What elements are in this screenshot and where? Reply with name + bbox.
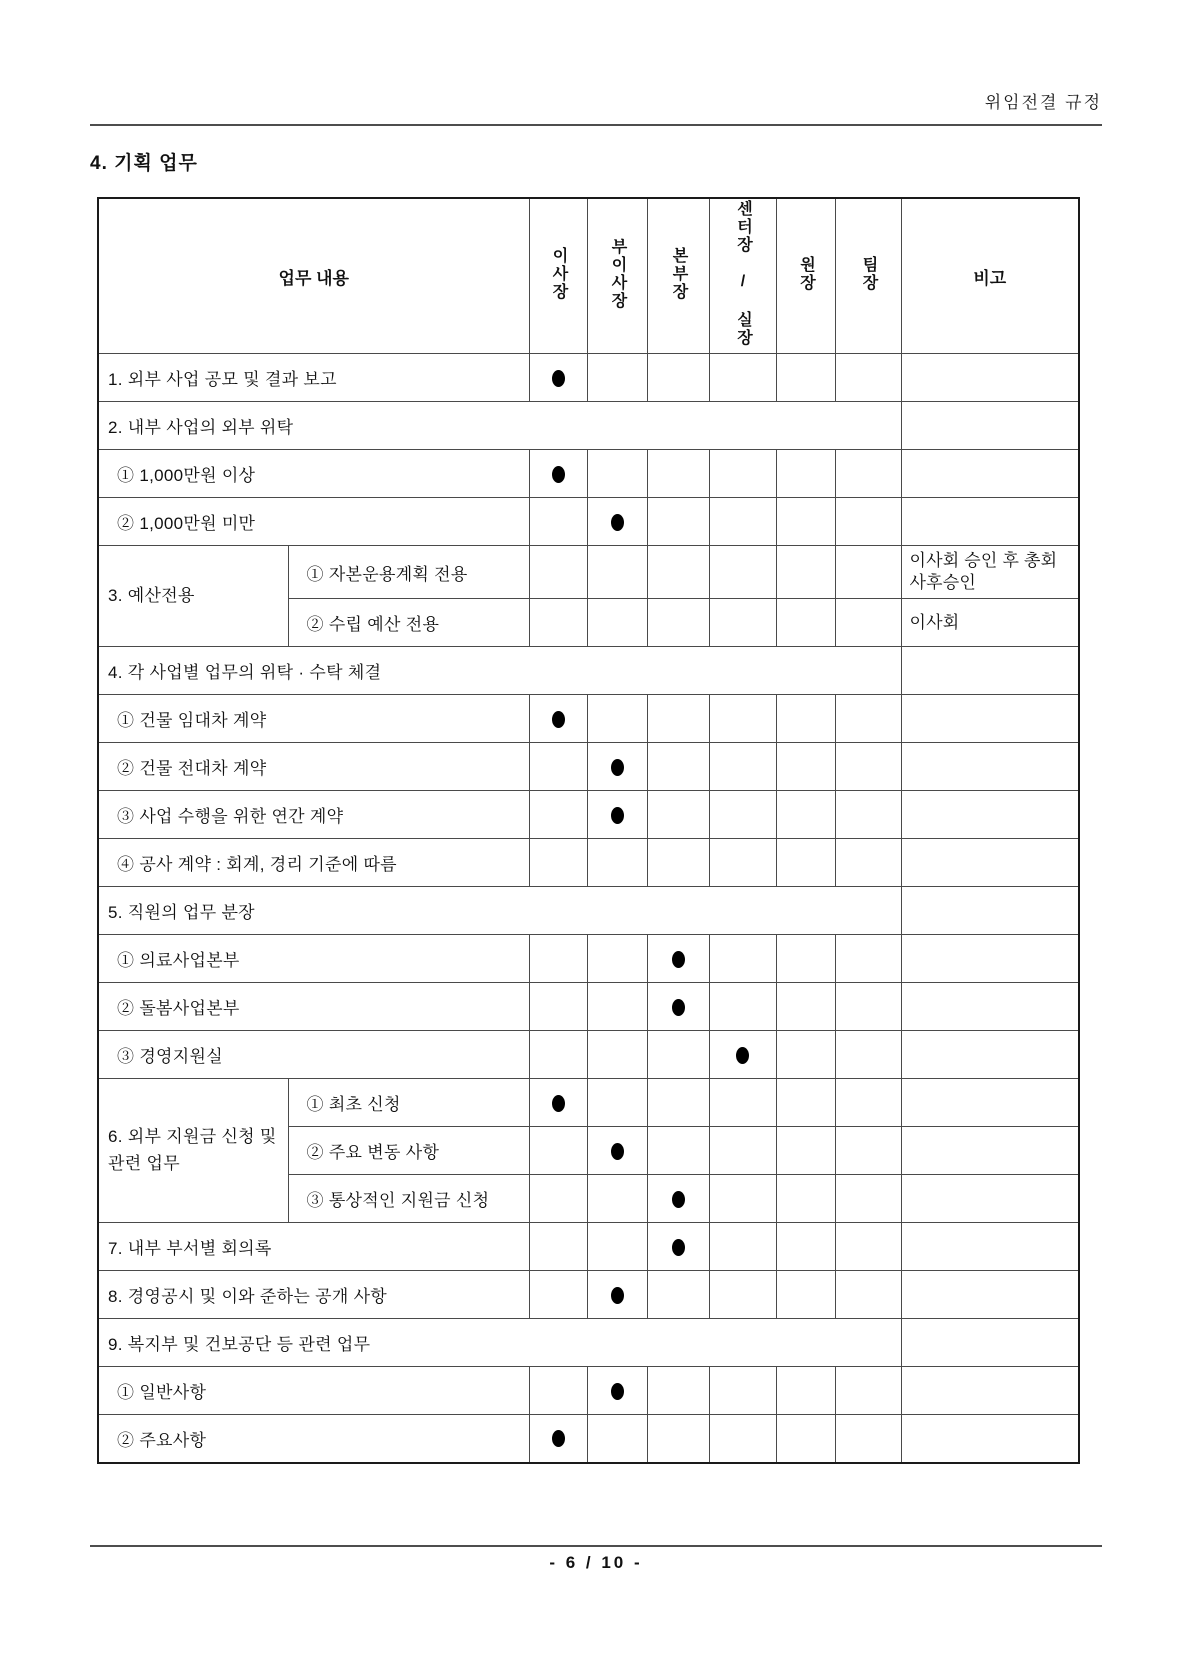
approval-cell xyxy=(776,1223,835,1271)
approval-cell xyxy=(776,1031,835,1079)
approval-cell xyxy=(709,839,776,887)
approval-cell xyxy=(835,1271,901,1319)
approval-cell xyxy=(776,599,835,647)
column-header-officer xyxy=(529,198,587,354)
approval-cell xyxy=(647,791,709,839)
approval-cell xyxy=(835,1415,901,1463)
approval-cell xyxy=(529,599,587,647)
approval-cell xyxy=(835,695,901,743)
task-label: ① 의료사업본부 xyxy=(98,935,529,983)
table-row-item xyxy=(98,1367,1079,1415)
officer-name-vertical: 팀장 xyxy=(860,255,878,292)
approval-cell xyxy=(835,1079,901,1127)
approval-dot xyxy=(611,1287,624,1304)
column-header-officer xyxy=(709,198,776,354)
remark-cell xyxy=(901,887,1079,935)
approval-cell xyxy=(776,983,835,1031)
approval-cell xyxy=(776,695,835,743)
remark-cell xyxy=(901,935,1079,983)
approval-cell xyxy=(529,1415,587,1463)
table-row-item xyxy=(98,695,1079,743)
approval-cell xyxy=(776,450,835,498)
approval-cell xyxy=(647,1079,709,1127)
approval-cell xyxy=(587,354,647,402)
remark-cell xyxy=(901,498,1079,546)
approval-dot xyxy=(672,951,685,968)
task-label: ③ 사업 수행을 위한 연간 계약 xyxy=(98,791,529,839)
task-label: 2. 내부 사업의 외부 위탁 xyxy=(98,402,901,450)
page-number: - 6 / 10 - xyxy=(549,1553,643,1572)
remark-cell: 이사회 xyxy=(901,599,1079,647)
approval-cell xyxy=(647,498,709,546)
remark-cell xyxy=(901,1031,1079,1079)
approval-cell xyxy=(647,1367,709,1415)
header-divider xyxy=(90,124,1102,126)
approval-cell xyxy=(776,1127,835,1175)
task-label: 4. 각 사업별 업무의 위탁 · 수탁 체결 xyxy=(98,647,901,695)
remark-cell xyxy=(901,839,1079,887)
officer-name-vertical: 본부장 xyxy=(670,246,688,301)
task-label: 8. 경영공시 및 이와 준하는 공개 사항 xyxy=(98,1271,529,1319)
table-row-item xyxy=(98,1415,1079,1463)
approval-cell xyxy=(709,983,776,1031)
approval-cell xyxy=(776,1415,835,1463)
approval-cell xyxy=(529,498,587,546)
approval-cell xyxy=(587,599,647,647)
task-label: 9. 복지부 및 건보공단 등 관련 업무 xyxy=(98,1319,901,1367)
approval-cell xyxy=(709,1127,776,1175)
column-header-officer xyxy=(587,198,647,354)
table-row-section xyxy=(98,647,1079,695)
approval-cell xyxy=(835,354,901,402)
approval-cell xyxy=(587,1175,647,1223)
remark-cell xyxy=(901,695,1079,743)
approval-cell xyxy=(529,1031,587,1079)
approval-cell xyxy=(835,839,901,887)
approval-cell xyxy=(709,1223,776,1271)
table-row-item xyxy=(98,1271,1079,1319)
table-row-item xyxy=(98,1031,1079,1079)
approval-cell xyxy=(529,1127,587,1175)
table-row-item xyxy=(98,354,1079,402)
remark-cell: 이사회 승인 후 총회 사후승인 xyxy=(901,546,1079,599)
approval-cell xyxy=(587,546,647,599)
approval-cell xyxy=(529,1367,587,1415)
table-header-row xyxy=(98,198,1079,354)
remark-cell xyxy=(901,354,1079,402)
approval-cell xyxy=(529,450,587,498)
approval-cell xyxy=(587,791,647,839)
approval-cell xyxy=(709,1175,776,1223)
approval-dot xyxy=(552,466,565,483)
approval-cell xyxy=(647,695,709,743)
task-label: ① 1,000만원 이상 xyxy=(98,450,529,498)
approval-cell xyxy=(709,1415,776,1463)
task-label: ② 주요사항 xyxy=(98,1415,529,1463)
remark-cell xyxy=(901,791,1079,839)
table-row-item xyxy=(98,935,1079,983)
approval-cell xyxy=(776,354,835,402)
document-title: 위임전결 규정 xyxy=(984,93,1102,112)
approval-cell xyxy=(776,1175,835,1223)
table-row-section xyxy=(98,402,1079,450)
approval-cell xyxy=(587,450,647,498)
remark-cell xyxy=(901,1367,1079,1415)
approval-cell xyxy=(647,354,709,402)
approval-cell xyxy=(776,1079,835,1127)
approval-cell xyxy=(587,839,647,887)
approval-dot xyxy=(552,1430,565,1447)
approval-dot xyxy=(611,1143,624,1160)
table-row-item xyxy=(98,498,1079,546)
section-title: 4. 기획 업무 xyxy=(90,153,198,174)
table-row-item xyxy=(98,450,1079,498)
approval-cell xyxy=(529,935,587,983)
approval-cell xyxy=(835,1127,901,1175)
approval-cell xyxy=(647,1223,709,1271)
approval-cell xyxy=(776,546,835,599)
remark-cell xyxy=(901,450,1079,498)
approval-cell xyxy=(647,546,709,599)
officer-name-vertical: 센터장 / 실장 xyxy=(734,200,752,347)
approval-cell xyxy=(835,743,901,791)
approval-dot xyxy=(552,370,565,387)
approval-cell xyxy=(776,1271,835,1319)
approval-cell xyxy=(709,1031,776,1079)
remark-cell xyxy=(901,1223,1079,1271)
approval-cell xyxy=(647,1175,709,1223)
table-row-item xyxy=(98,791,1079,839)
table-row-group-item xyxy=(98,546,1079,599)
remark-cell xyxy=(901,1127,1079,1175)
approval-cell xyxy=(835,791,901,839)
table-row-item xyxy=(98,1223,1079,1271)
approval-cell xyxy=(529,839,587,887)
column-header-content: 업무 내용 xyxy=(98,198,529,354)
remark-cell xyxy=(901,743,1079,791)
approval-cell xyxy=(647,599,709,647)
approval-cell xyxy=(776,791,835,839)
approval-cell xyxy=(587,1127,647,1175)
approval-cell xyxy=(647,450,709,498)
approval-cell xyxy=(647,1031,709,1079)
approval-cell xyxy=(647,1271,709,1319)
approval-cell xyxy=(587,498,647,546)
approval-cell xyxy=(835,935,901,983)
table-row-section xyxy=(98,887,1079,935)
approval-cell xyxy=(776,1367,835,1415)
approval-dot xyxy=(611,1383,624,1400)
task-label: 7. 내부 부서별 회의록 xyxy=(98,1223,529,1271)
approval-cell xyxy=(709,1079,776,1127)
table-row-group-item xyxy=(98,1079,1079,1127)
task-label: ② 건물 전대차 계약 xyxy=(98,743,529,791)
approval-cell xyxy=(709,1271,776,1319)
remark-cell xyxy=(901,983,1079,1031)
task-label: ① 최초 신청 xyxy=(288,1079,529,1127)
table-row-item xyxy=(98,983,1079,1031)
approval-cell xyxy=(709,1367,776,1415)
approval-cell xyxy=(709,450,776,498)
approval-dot xyxy=(672,1191,685,1208)
approval-cell xyxy=(529,354,587,402)
approval-cell xyxy=(776,743,835,791)
approval-cell xyxy=(776,935,835,983)
approval-cell xyxy=(835,546,901,599)
approval-dot xyxy=(552,711,565,728)
approval-cell xyxy=(587,695,647,743)
remark-cell xyxy=(901,1319,1079,1367)
task-label: ① 일반사항 xyxy=(98,1367,529,1415)
approval-cell xyxy=(835,1031,901,1079)
approval-cell xyxy=(835,983,901,1031)
task-label: ② 수립 예산 전용 xyxy=(288,599,529,647)
officer-name-vertical: 이사장 xyxy=(550,246,568,301)
approval-cell xyxy=(529,791,587,839)
approval-cell xyxy=(647,1127,709,1175)
officer-name-vertical: 원장 xyxy=(797,255,815,292)
task-label: ④ 공사 계약 : 회계, 경리 기준에 따름 xyxy=(98,839,529,887)
task-label: ③ 경영지원실 xyxy=(98,1031,529,1079)
column-header-officer xyxy=(647,198,709,354)
approval-dot xyxy=(611,759,624,776)
task-label: 5. 직원의 업무 분장 xyxy=(98,887,901,935)
approval-cell xyxy=(529,983,587,1031)
approval-cell xyxy=(835,1367,901,1415)
task-group-label: 3. 예산전용 xyxy=(98,546,288,647)
approval-cell xyxy=(647,839,709,887)
column-header-officer xyxy=(835,198,901,354)
approval-cell xyxy=(647,983,709,1031)
approval-cell xyxy=(529,1079,587,1127)
task-label: 1. 외부 사업 공모 및 결과 보고 xyxy=(98,354,529,402)
table-row-section xyxy=(98,1319,1079,1367)
remark-cell xyxy=(901,1175,1079,1223)
approval-cell xyxy=(709,498,776,546)
approval-cell xyxy=(529,1175,587,1223)
task-label: ② 1,000만원 미만 xyxy=(98,498,529,546)
approval-cell xyxy=(776,839,835,887)
remark-cell xyxy=(901,1271,1079,1319)
approval-cell xyxy=(709,599,776,647)
approval-cell xyxy=(647,935,709,983)
approval-dot xyxy=(672,1239,685,1256)
approval-cell xyxy=(835,450,901,498)
approval-cell xyxy=(709,695,776,743)
approval-cell xyxy=(776,498,835,546)
column-header-officer xyxy=(776,198,835,354)
approval-cell xyxy=(587,1271,647,1319)
footer-divider xyxy=(90,1545,1102,1547)
approval-cell xyxy=(529,743,587,791)
remark-cell xyxy=(901,1415,1079,1463)
approval-cell xyxy=(529,546,587,599)
approval-cell xyxy=(587,743,647,791)
approval-cell xyxy=(529,1271,587,1319)
approval-cell xyxy=(835,1223,901,1271)
approval-cell xyxy=(587,935,647,983)
officer-name-vertical: 부이사장 xyxy=(609,237,627,310)
approval-cell xyxy=(835,599,901,647)
approval-cell xyxy=(587,983,647,1031)
approval-dot xyxy=(672,999,685,1016)
approval-cell xyxy=(587,1415,647,1463)
task-label: ① 건물 임대차 계약 xyxy=(98,695,529,743)
task-label: ② 돌봄사업본부 xyxy=(98,983,529,1031)
approval-cell xyxy=(587,1079,647,1127)
approval-cell xyxy=(587,1367,647,1415)
approval-cell xyxy=(709,743,776,791)
delegation-approval-table xyxy=(97,197,1080,1464)
column-header-remark: 비고 xyxy=(901,198,1079,354)
approval-dot xyxy=(552,1095,565,1112)
task-group-label: 6. 외부 지원금 신청 및 관련 업무 xyxy=(98,1079,288,1223)
approval-cell xyxy=(709,935,776,983)
approval-cell xyxy=(709,546,776,599)
table-row-item xyxy=(98,743,1079,791)
approval-dot xyxy=(611,514,624,531)
task-label: ② 주요 변동 사항 xyxy=(288,1127,529,1175)
approval-cell xyxy=(529,695,587,743)
approval-cell xyxy=(647,743,709,791)
approval-cell xyxy=(587,1223,647,1271)
approval-cell xyxy=(709,791,776,839)
remark-cell xyxy=(901,1079,1079,1127)
remark-cell xyxy=(901,402,1079,450)
approval-cell xyxy=(835,498,901,546)
approval-cell xyxy=(529,1223,587,1271)
approval-dot xyxy=(736,1047,749,1064)
remark-cell xyxy=(901,647,1079,695)
approval-cell xyxy=(587,1031,647,1079)
approval-cell xyxy=(647,1415,709,1463)
approval-cell xyxy=(709,354,776,402)
table-row-item xyxy=(98,839,1079,887)
task-label: ① 자본운용계획 전용 xyxy=(288,546,529,599)
approval-cell xyxy=(835,1175,901,1223)
task-label: ③ 통상적인 지원금 신청 xyxy=(288,1175,529,1223)
approval-dot xyxy=(611,807,624,824)
